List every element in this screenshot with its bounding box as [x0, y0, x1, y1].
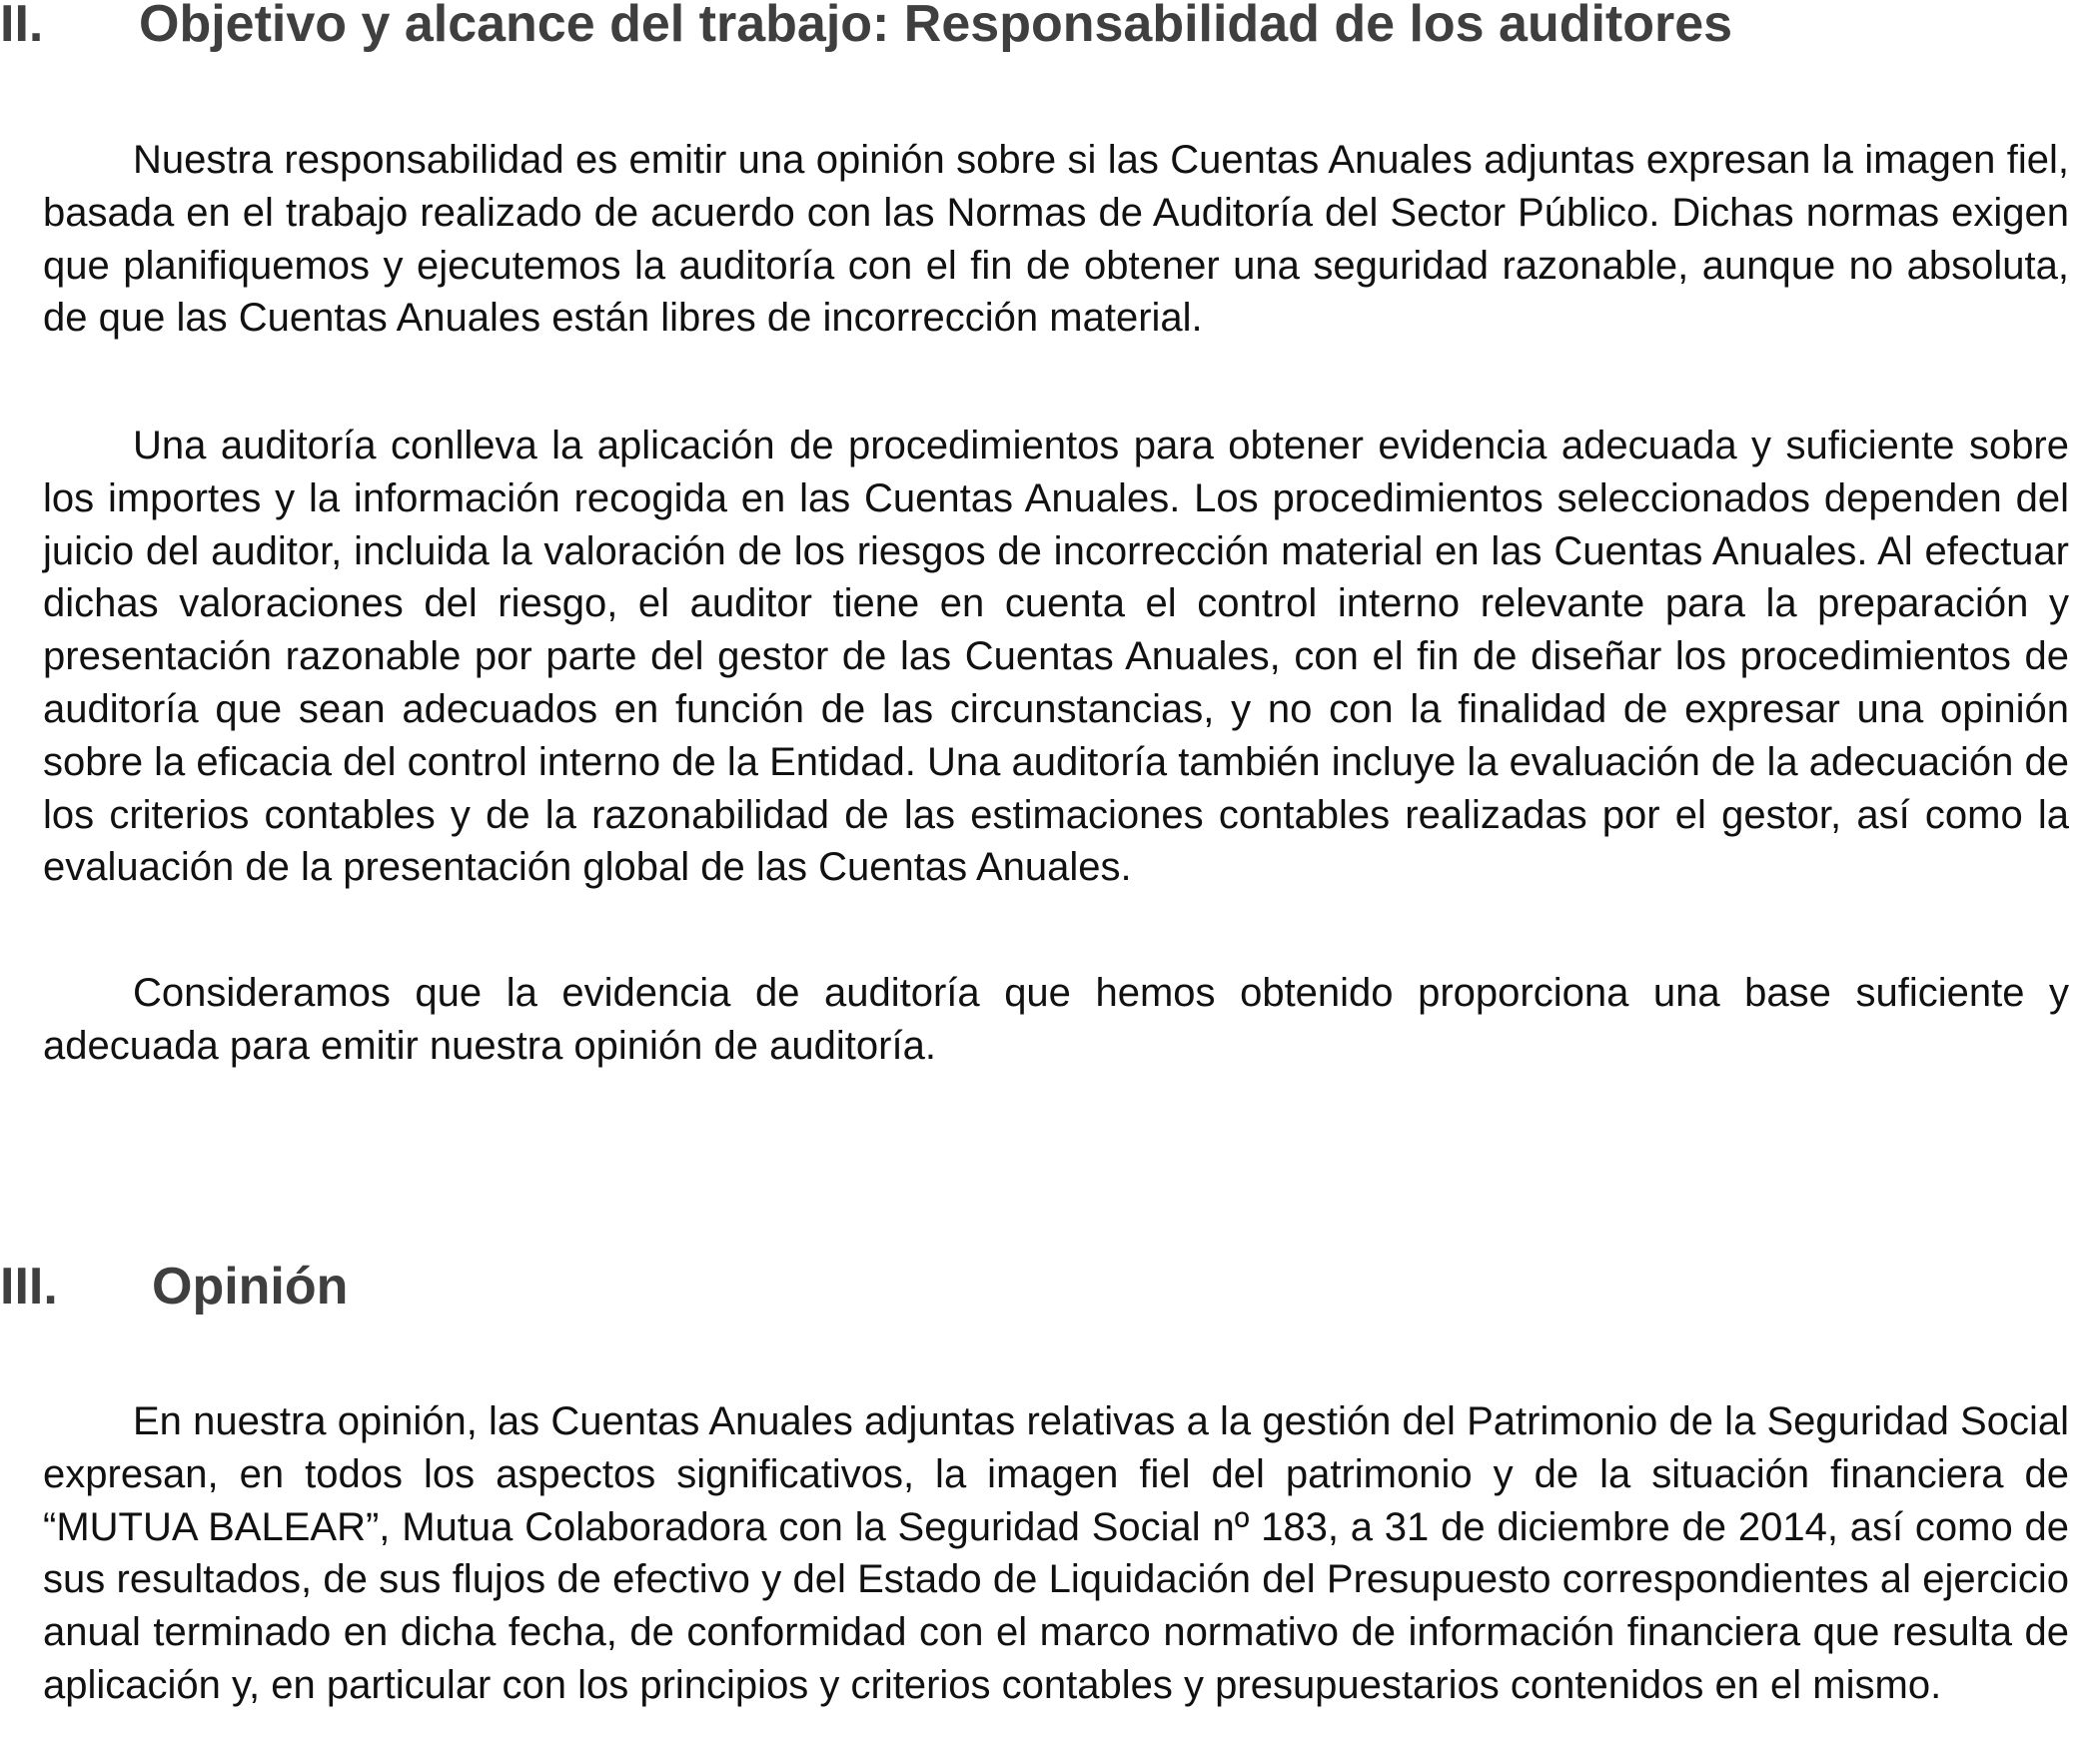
section-title: Opinión	[152, 1258, 349, 1316]
paragraph-responsabilidad: Nuestra responsabilidad es emitir una opinión sobre si las Cuentas Anuales adjuntas expresan la imagen fiel, basada en el trabajo realizado de acuerdo con las Normas de Auditoría del Sector Público. Dichas normas exigen que planifiquemos y ejecutemos la auditoría con el fin de obtener una seguridad razonable, aunque no absoluta, de que las Cuentas Anuales están libres de incorrección material.	[43, 138, 2069, 341]
paragraph-evidencia: Consideramos que la evidencia de auditoría que hemos obtenido proporciona una base suficiente y adecuada para emitir nuestra opinión de auditoría.	[43, 971, 2069, 1068]
paragraph-procedimientos: Una auditoría conlleva la aplicación de procedimientos para obtener evidencia adecuada y suficiente sobre los importes y la información recogida en las Cuentas Anuales. Los procedimientos seleccionados dependen del juicio del auditor, incluida la valoración de los riesgos de incorrección material en las Cuentas Anuales. Al efectuar dichas valoraciones del riesgo, el auditor tiene en cuenta el control interno relevante para la preparación y presentación razonable por parte del gestor de las Cuentas Anuales, con el fin de diseñar los procedimientos de auditoría que sean adecuados en función de las circunstancias, y no con la finalidad de expresar una opinión sobre la eficacia del control interno de la Entidad. Una auditoría también incluye la evaluación de la adecuación de los criterios contables y de la razonabilidad de las estimaciones contables realizadas por el gestor, así como la evaluación de la presentación global de las Cuentas Anuales.	[43, 424, 2069, 890]
section-heading-opinion	[0, 1257, 348, 1317]
section-number: II.	[0, 0, 44, 53]
section-title: Objetivo y alcance del trabajo: Responsabilidad de los auditores	[139, 0, 1733, 53]
section-heading-objetivo	[0, 0, 1732, 54]
section-number: III.	[0, 1258, 58, 1316]
paragraph-opinion: En nuestra opinión, las Cuentas Anuales adjuntas relativas a la gestión del Patrimonio de la Seguridad Social expresan, en todos los aspectos significativos, la imagen fiel del patrimonio y de la situación financiera de “MUTUA BALEAR”, Mutua Colaboradora con la Seguridad Social nº 183, a 31 de diciembre de 2014, así como de sus resultados, de sus flujos de efectivo y del Estado de Liquidación del Presupuesto correspondientes al ejercicio anual terminado en dicha fecha, de conformidad con el marco normativo de información financiera que resulta de aplicación y, en particular con los principios y criterios contables y presupuestarios contenidos en el mismo.	[43, 1399, 2069, 1707]
